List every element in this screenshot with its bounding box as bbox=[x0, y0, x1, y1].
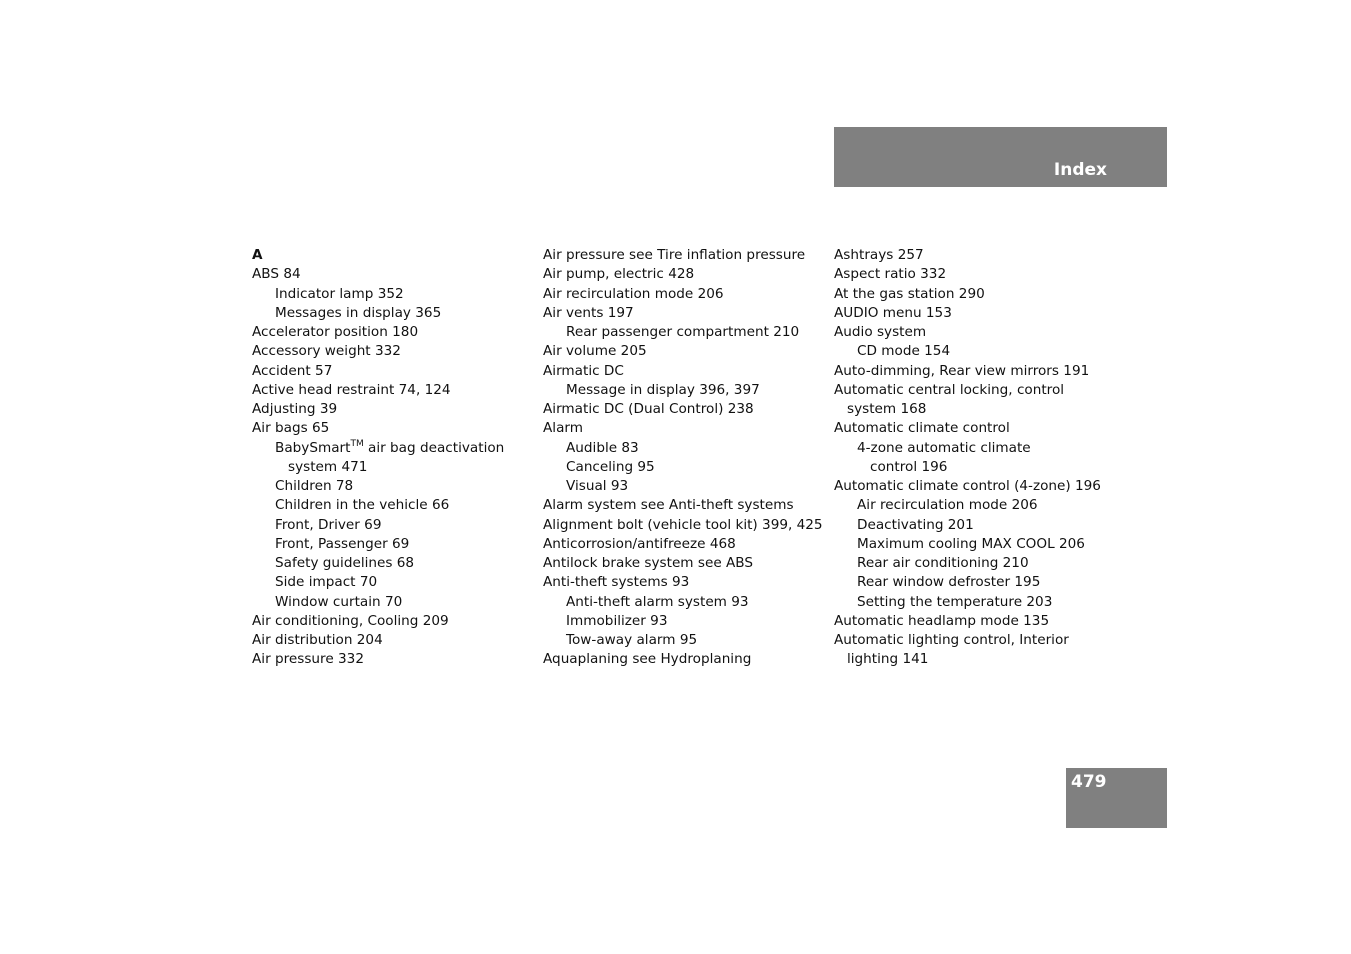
index-entry: Anticorrosion/antifreeze 468 bbox=[543, 535, 736, 552]
index-entry: Automatic headlamp mode 135 bbox=[834, 612, 1050, 629]
index-entry: Air bags 65 bbox=[252, 420, 330, 437]
index-entry: Messages in display 365 bbox=[275, 304, 442, 321]
index-entry: Automatic climate control (4-zone) 196 bbox=[834, 478, 1101, 494]
index-entry: Airmatic DC (Dual Control) 238 bbox=[543, 401, 754, 417]
index-entry: Automatic climate control bbox=[834, 420, 1010, 437]
index-entry: Air volume 205 bbox=[543, 343, 647, 360]
index-entry: Front, Driver 69 bbox=[275, 516, 382, 533]
index-entry: CD mode 154 bbox=[857, 343, 951, 360]
index-letter-heading: A bbox=[252, 247, 263, 263]
index-entry: system 471 bbox=[288, 458, 368, 475]
index-entry: Indicator lamp 352 bbox=[275, 285, 404, 302]
index-entry: Rear air conditioning 210 bbox=[857, 555, 1029, 571]
index-entry: Alarm bbox=[543, 420, 583, 437]
index-entry: Alignment bolt (vehicle tool kit) 399, 425 bbox=[543, 516, 823, 533]
index-entry: Auto-dimming, Rear view mirrors 191 bbox=[834, 362, 1090, 379]
index-entry: Accident 57 bbox=[252, 362, 333, 379]
index-entry: system 168 bbox=[847, 401, 927, 417]
index-entry: Automatic lighting control, Interior bbox=[834, 632, 1069, 648]
index-entry: Air pressure see Tire inflation pressure bbox=[543, 247, 806, 263]
section-title: Index bbox=[1053, 160, 1107, 180]
page-number-tab bbox=[1066, 768, 1167, 828]
index-entry: Aspect ratio 332 bbox=[834, 266, 947, 283]
index-entry: Air pump, electric 428 bbox=[543, 266, 695, 283]
index-entry: Immobilizer 93 bbox=[566, 612, 668, 629]
index-entry: Tow-away alarm 95 bbox=[566, 632, 698, 648]
index-entry: Deactivating 201 bbox=[857, 516, 974, 533]
index-entry: Maximum cooling MAX COOL 206 bbox=[857, 535, 1085, 552]
index-entry: Air recirculation mode 206 bbox=[857, 497, 1038, 514]
index-entry: Rear passenger compartment 210 bbox=[566, 324, 800, 340]
index-entry: Visual 93 bbox=[566, 478, 629, 494]
index-entry: Active head restraint 74, 124 bbox=[252, 381, 451, 398]
index-entry: Accessory weight 332 bbox=[252, 343, 401, 360]
index-entry: AUDIO menu 153 bbox=[834, 304, 952, 321]
index-entry: Canceling 95 bbox=[566, 458, 655, 475]
index-entry: Window curtain 70 bbox=[275, 593, 403, 610]
index-entry: Air conditioning, Cooling 209 bbox=[252, 612, 449, 629]
index-entry: Air recirculation mode 206 bbox=[543, 285, 724, 302]
index-entry: Audio system bbox=[834, 324, 927, 340]
index-entry: Ashtrays 257 bbox=[834, 247, 924, 263]
index-entry: Air pressure 332 bbox=[252, 651, 364, 668]
index-entry: ABS 84 bbox=[252, 266, 301, 283]
index-entry: Automatic central locking, control bbox=[834, 381, 1065, 398]
index-entry: Alarm system see Anti-theft systems bbox=[543, 497, 794, 514]
index-column-3 bbox=[834, 246, 1116, 670]
index-entry-text: BabySmart bbox=[275, 439, 351, 456]
index-entry: Adjusting 39 bbox=[252, 401, 338, 417]
index-entry: control 196 bbox=[870, 458, 948, 475]
index-entry: Aquaplaning see Hydroplaning bbox=[543, 651, 752, 668]
index-entry: At the gas station 290 bbox=[834, 285, 985, 302]
index-entry: Antilock brake system see ABS bbox=[543, 555, 754, 571]
index-entry: Rear window defroster 195 bbox=[857, 574, 1041, 591]
index-entry: Anti-theft alarm system 93 bbox=[566, 593, 749, 610]
index-entry: Message in display 396, 397 bbox=[566, 381, 760, 398]
index-entry bbox=[252, 439, 534, 458]
page-number: 479 bbox=[1071, 772, 1107, 792]
index-entry: Front, Passenger 69 bbox=[275, 535, 410, 552]
index-entry-text: air bag deactivation bbox=[363, 439, 505, 456]
index-entry: Audible 83 bbox=[566, 439, 639, 456]
section-header-tab bbox=[834, 127, 1167, 187]
index-entry: Children 78 bbox=[275, 478, 354, 494]
index-entry: Accelerator position 180 bbox=[252, 324, 419, 340]
index-entry: lighting 141 bbox=[847, 651, 929, 668]
index-entry: Side impact 70 bbox=[275, 574, 378, 591]
index-entry: Airmatic DC bbox=[543, 362, 624, 379]
trademark-superscript: TM bbox=[350, 438, 364, 449]
index-column-2 bbox=[543, 246, 825, 670]
index-entry: Setting the temperature 203 bbox=[857, 593, 1053, 610]
index-entry: 4-zone automatic climate bbox=[857, 439, 1031, 456]
index-entry: Children in the vehicle 66 bbox=[275, 497, 450, 514]
index-entry: Safety guidelines 68 bbox=[275, 555, 415, 571]
index-entry: Air vents 197 bbox=[543, 304, 634, 321]
index-entry: Anti-theft systems 93 bbox=[543, 574, 690, 591]
index-entry: Air distribution 204 bbox=[252, 632, 383, 648]
index-column-1 bbox=[252, 246, 534, 670]
